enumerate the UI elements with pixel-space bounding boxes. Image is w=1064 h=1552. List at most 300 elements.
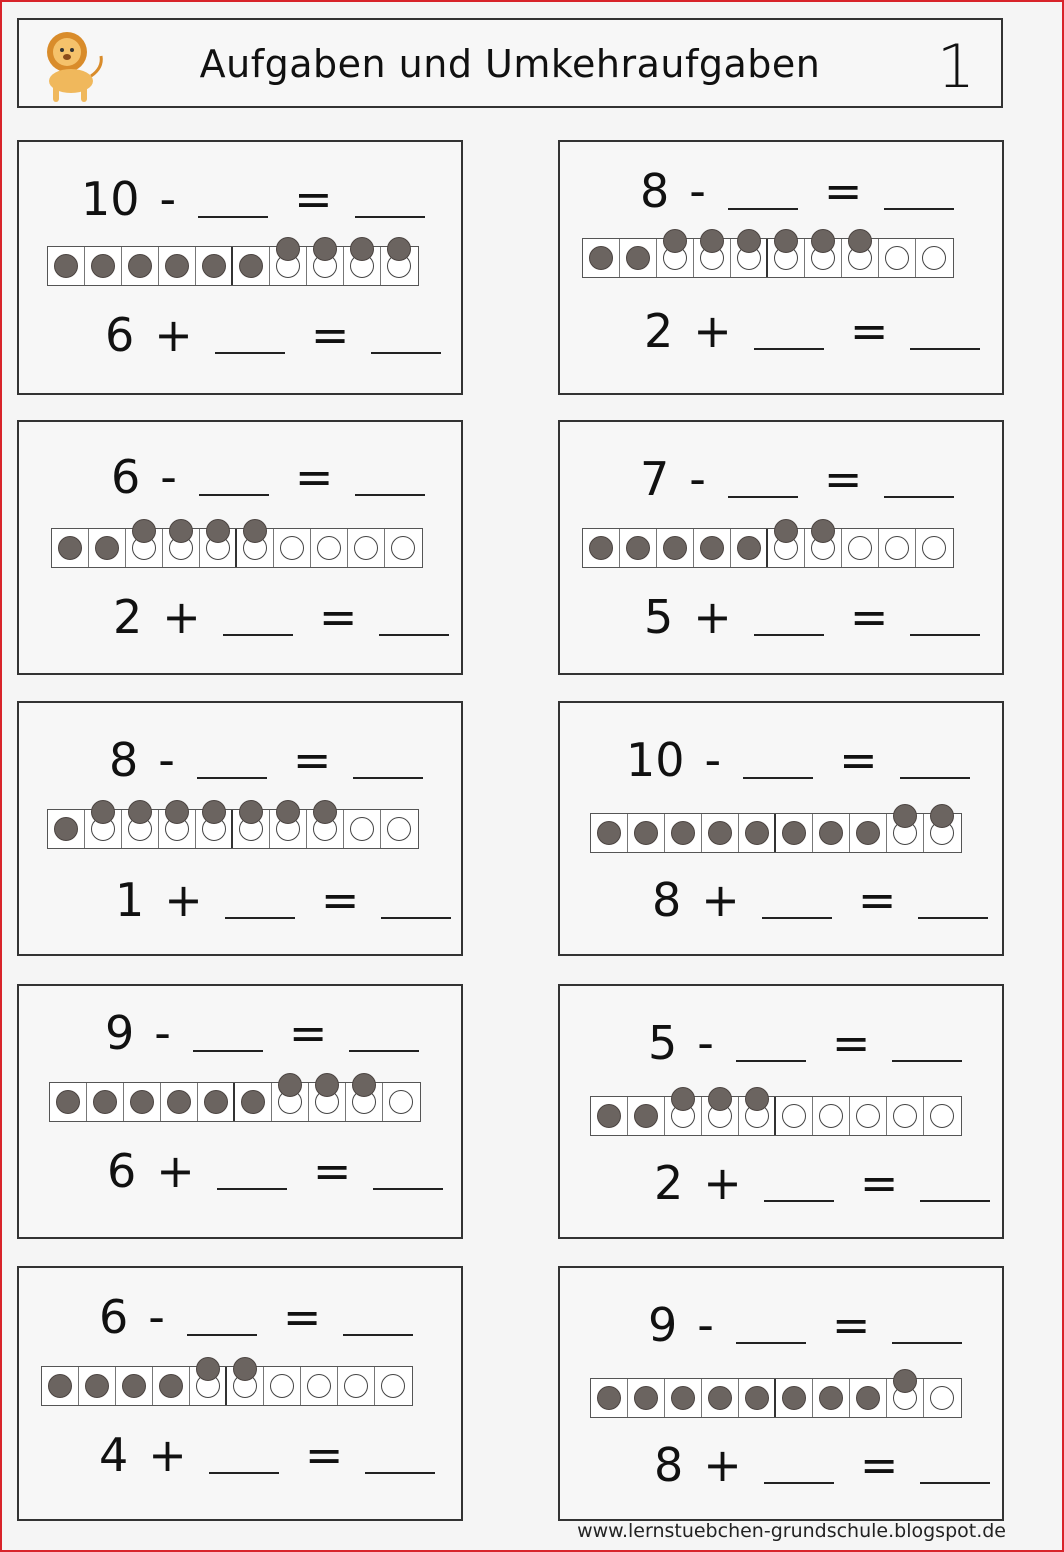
answer-blank[interactable]: [381, 891, 451, 919]
answer-blank[interactable]: [736, 1034, 806, 1062]
subtraction-equation: [648, 1016, 962, 1070]
ten-frame: [590, 813, 962, 853]
answer-blank[interactable]: [349, 1024, 419, 1052]
exercise-card: [558, 420, 1004, 675]
counter-dot: [671, 1386, 695, 1410]
minus-sign: -: [148, 1290, 165, 1344]
frame-cell: [591, 1379, 628, 1417]
equals-sign: =: [823, 164, 863, 218]
frame-cell: [776, 1097, 813, 1135]
answer-blank[interactable]: [884, 182, 954, 210]
frame-cell: [227, 1367, 264, 1405]
addition-equation: [113, 590, 449, 644]
answer-blank[interactable]: [215, 326, 285, 354]
empty-dot: [856, 1104, 880, 1128]
frame-cell: [344, 810, 381, 848]
plus-sign: +: [703, 1438, 742, 1492]
exercise-card: [558, 701, 1004, 956]
counter-dot: [95, 536, 119, 560]
frame-cell: [879, 529, 916, 567]
minus-sign: -: [154, 1006, 171, 1060]
frame-cell: [813, 814, 850, 852]
frame-cell: [338, 1367, 375, 1405]
removed-counter-dot: [206, 519, 230, 543]
frame-cell: [887, 1097, 924, 1135]
empty-dot: [893, 1104, 917, 1128]
frame-cell: [805, 529, 842, 567]
counter-dot: [856, 1386, 880, 1410]
counter-dot: [589, 536, 613, 560]
subtraction-equation: [640, 164, 954, 218]
frame-cell: [657, 239, 694, 277]
frame-cell: [924, 1097, 961, 1135]
frame-cell: [381, 247, 418, 285]
frame-cell: [702, 1379, 739, 1417]
removed-counter-dot: [128, 800, 152, 824]
removed-counter-dot: [663, 229, 687, 253]
minus-sign: -: [689, 164, 706, 218]
empty-dot: [922, 536, 946, 560]
addition-equation: [644, 590, 980, 644]
answer-blank[interactable]: [920, 1174, 990, 1202]
exercise-card: [558, 1266, 1004, 1521]
frame-cell: [805, 239, 842, 277]
answer-blank[interactable]: [193, 1024, 263, 1052]
subtraction-equation: [648, 1298, 962, 1352]
answer-blank[interactable]: [764, 1174, 834, 1202]
plus-sign: +: [693, 590, 732, 644]
frame-cell: [850, 814, 887, 852]
answer-blank[interactable]: [920, 1456, 990, 1484]
counter-dot: [745, 821, 769, 845]
answer-blank[interactable]: [373, 1162, 443, 1190]
frame-cell: [163, 529, 200, 567]
frame-cell: [348, 529, 385, 567]
removed-counter-dot: [930, 804, 954, 828]
frame-cell: [85, 247, 122, 285]
frame-cell: [198, 1083, 235, 1121]
frame-cell: [161, 1083, 198, 1121]
counter-dot: [597, 1104, 621, 1128]
removed-counter-dot: [387, 237, 411, 261]
counter-dot: [204, 1090, 228, 1114]
counter-dot: [626, 246, 650, 270]
frame-cell: [842, 239, 879, 277]
plus-sign: +: [703, 1156, 742, 1210]
answer-blank[interactable]: [892, 1034, 962, 1062]
removed-counter-dot: [278, 1073, 302, 1097]
frame-cell: [842, 529, 879, 567]
counter-dot: [663, 536, 687, 560]
ten-frame: [582, 238, 954, 278]
equals-sign: =: [859, 1156, 899, 1210]
frame-cell: [270, 247, 307, 285]
counter-dot: [597, 821, 621, 845]
equals-sign: =: [312, 1144, 352, 1198]
frame-cell: [301, 1367, 338, 1405]
frame-cell: [159, 810, 196, 848]
counter-dot: [241, 1090, 265, 1114]
answer-blank[interactable]: [379, 608, 449, 636]
frame-cell: [42, 1367, 79, 1405]
removed-counter-dot: [774, 519, 798, 543]
frame-cell: [159, 247, 196, 285]
addition-equation: [652, 873, 988, 927]
removed-counter-dot: [196, 1357, 220, 1381]
plus-sign: +: [162, 590, 201, 644]
counter-dot: [130, 1090, 154, 1114]
frame-cell: [665, 1379, 702, 1417]
counter-dot: [634, 1104, 658, 1128]
equals-sign: =: [288, 1006, 328, 1060]
frame-cell: [916, 239, 953, 277]
plus-sign: +: [701, 873, 740, 927]
frame-cell: [311, 529, 348, 567]
frame-cell: [89, 529, 126, 567]
frame-cell: [381, 810, 418, 848]
minuend: 10: [626, 733, 685, 787]
ten-frame: [41, 1366, 413, 1406]
removed-counter-dot: [132, 519, 156, 543]
equals-sign: =: [282, 1290, 322, 1344]
frame-cell: [879, 239, 916, 277]
answer-blank[interactable]: [197, 751, 267, 779]
counter-dot: [54, 254, 78, 278]
frame-cell: [233, 247, 270, 285]
equals-sign: =: [318, 590, 358, 644]
minuend: 9: [648, 1298, 678, 1352]
addend: 8: [654, 1438, 684, 1492]
counter-dot: [58, 536, 82, 560]
frame-cell: [739, 1097, 776, 1135]
answer-blank[interactable]: [343, 1308, 413, 1336]
frame-cell: [272, 1083, 309, 1121]
empty-dot: [354, 536, 378, 560]
frame-cell: [813, 1379, 850, 1417]
empty-dot: [885, 536, 909, 560]
frame-cell: [665, 814, 702, 852]
answer-blank[interactable]: [371, 326, 441, 354]
removed-counter-dot: [893, 1369, 917, 1393]
counter-dot: [85, 1374, 109, 1398]
frame-cell: [237, 529, 274, 567]
removed-counter-dot: [745, 1087, 769, 1111]
removed-counter-dot: [202, 800, 226, 824]
counter-dot: [93, 1090, 117, 1114]
ten-frame: [49, 1082, 421, 1122]
frame-cell: [702, 814, 739, 852]
frame-cell: [768, 239, 805, 277]
minuend: 6: [99, 1290, 129, 1344]
frame-cell: [694, 239, 731, 277]
footer-url: www.lernstuebchen-grundschule.blogspot.de: [577, 1520, 1006, 1542]
addend: 5: [644, 590, 674, 644]
frame-cell: [48, 810, 85, 848]
equals-sign: =: [294, 450, 334, 504]
removed-counter-dot: [276, 237, 300, 261]
frame-cell: [385, 529, 422, 567]
exercise-card: [17, 984, 463, 1239]
exercise-card: [17, 1266, 463, 1521]
plus-sign: +: [148, 1428, 187, 1482]
answer-blank[interactable]: [910, 608, 980, 636]
counter-dot: [782, 1386, 806, 1410]
addition-equation: [107, 1144, 443, 1198]
answer-blank[interactable]: [187, 1308, 257, 1336]
frame-cell: [620, 529, 657, 567]
removed-counter-dot: [737, 229, 761, 253]
frame-cell: [665, 1097, 702, 1135]
plus-sign: +: [164, 873, 203, 927]
removed-counter-dot: [233, 1357, 257, 1381]
subtraction-equation: [640, 452, 954, 506]
empty-dot: [391, 536, 415, 560]
answer-blank[interactable]: [900, 751, 970, 779]
equals-sign: =: [857, 873, 897, 927]
equals-sign: =: [839, 733, 878, 787]
counter-dot: [856, 821, 880, 845]
minuend: 9: [105, 1006, 135, 1060]
frame-cell: [50, 1083, 87, 1121]
frame-cell: [196, 810, 233, 848]
frame-cell: [235, 1083, 272, 1121]
minuend: 8: [640, 164, 670, 218]
frame-cell: [85, 810, 122, 848]
minuend: 8: [109, 733, 139, 787]
ten-frame: [590, 1378, 962, 1418]
frame-cell: [731, 239, 768, 277]
minus-sign: -: [697, 1016, 714, 1070]
frame-cell: [887, 1379, 924, 1417]
removed-counter-dot: [811, 519, 835, 543]
plus-sign: +: [156, 1144, 195, 1198]
removed-counter-dot: [811, 229, 835, 253]
empty-dot: [280, 536, 304, 560]
addend: 4: [99, 1428, 129, 1482]
empty-dot: [930, 1104, 954, 1128]
counter-dot: [671, 821, 695, 845]
equals-sign: =: [831, 1016, 871, 1070]
frame-cell: [628, 1379, 665, 1417]
subtraction-equation: [109, 733, 423, 787]
frame-cell: [657, 529, 694, 567]
frame-cell: [124, 1083, 161, 1121]
frame-cell: [196, 247, 233, 285]
frame-cell: [694, 529, 731, 567]
sheet-number: 1: [936, 32, 975, 102]
frame-cell: [48, 247, 85, 285]
equals-sign: =: [294, 172, 333, 226]
ten-frame: [47, 809, 419, 849]
minus-sign: -: [159, 172, 177, 226]
exercise-card: [17, 420, 463, 675]
answer-blank[interactable]: [728, 182, 798, 210]
answer-blank[interactable]: [355, 190, 425, 218]
addend: 1: [115, 873, 145, 927]
answer-blank[interactable]: [353, 751, 423, 779]
frame-cell: [52, 529, 89, 567]
frame-cell: [739, 814, 776, 852]
counter-dot: [56, 1090, 80, 1114]
counter-dot: [782, 821, 806, 845]
empty-dot: [350, 817, 374, 841]
ten-frame: [582, 528, 954, 568]
answer-blank[interactable]: [217, 1162, 287, 1190]
answer-blank[interactable]: [365, 1446, 435, 1474]
counter-dot: [239, 254, 263, 278]
answer-blank[interactable]: [764, 1456, 834, 1484]
exercise-card: [558, 984, 1004, 1239]
frame-cell: [850, 1097, 887, 1135]
answer-blank[interactable]: [223, 608, 293, 636]
page-title: Aufgaben und Umkehraufgaben: [199, 42, 821, 86]
frame-cell: [264, 1367, 301, 1405]
removed-counter-dot: [243, 519, 267, 543]
empty-dot: [317, 536, 341, 560]
removed-counter-dot: [774, 229, 798, 253]
counter-dot: [634, 1386, 658, 1410]
ten-frame: [590, 1096, 962, 1136]
addend: 2: [654, 1156, 684, 1210]
frame-cell: [190, 1367, 227, 1405]
header: [17, 18, 1003, 108]
equals-sign: =: [823, 452, 863, 506]
empty-dot: [344, 1374, 368, 1398]
counter-dot: [597, 1386, 621, 1410]
frame-cell: [122, 810, 159, 848]
plus-sign: +: [693, 304, 732, 358]
exercise-card: [558, 140, 1004, 395]
addition-equation: [654, 1156, 990, 1210]
frame-cell: [739, 1379, 776, 1417]
equals-sign: =: [849, 304, 889, 358]
counter-dot: [128, 254, 152, 278]
frame-cell: [916, 529, 953, 567]
frame-cell: [346, 1083, 383, 1121]
answer-blank[interactable]: [728, 470, 798, 498]
counter-dot: [819, 1386, 843, 1410]
answer-blank[interactable]: [754, 322, 824, 350]
frame-cell: [116, 1367, 153, 1405]
answer-blank[interactable]: [910, 322, 980, 350]
empty-dot: [819, 1104, 843, 1128]
frame-cell: [702, 1097, 739, 1135]
minuend: 6: [111, 450, 141, 504]
frame-cell: [383, 1083, 420, 1121]
counter-dot: [202, 254, 226, 278]
subtraction-equation: [81, 172, 425, 226]
empty-dot: [930, 1386, 954, 1410]
frame-cell: [270, 810, 307, 848]
equals-sign: =: [859, 1438, 899, 1492]
addend: 6: [105, 308, 135, 362]
removed-counter-dot: [165, 800, 189, 824]
answer-blank[interactable]: [209, 1446, 279, 1474]
addition-equation: [654, 1438, 990, 1492]
counter-dot: [91, 254, 115, 278]
empty-dot: [885, 246, 909, 270]
empty-dot: [307, 1374, 331, 1398]
empty-dot: [782, 1104, 806, 1128]
frame-cell: [583, 239, 620, 277]
ten-frame: [47, 246, 419, 286]
frame-cell: [583, 529, 620, 567]
equals-sign: =: [304, 1428, 344, 1482]
minuend: 5: [648, 1016, 678, 1070]
answer-blank[interactable]: [884, 470, 954, 498]
counter-dot: [708, 1386, 732, 1410]
frame-cell: [924, 1379, 961, 1417]
answer-blank[interactable]: [199, 468, 269, 496]
frame-cell: [776, 1379, 813, 1417]
counter-dot: [165, 254, 189, 278]
addend: 6: [107, 1144, 137, 1198]
answer-blank[interactable]: [198, 190, 268, 218]
empty-dot: [270, 1374, 294, 1398]
counter-dot: [54, 817, 78, 841]
answer-blank[interactable]: [736, 1316, 806, 1344]
frame-cell: [87, 1083, 124, 1121]
minuend: 10: [81, 172, 140, 226]
answer-blank[interactable]: [918, 891, 988, 919]
exercise-card: [17, 140, 463, 395]
frame-cell: [307, 247, 344, 285]
counter-dot: [737, 536, 761, 560]
removed-counter-dot: [276, 800, 300, 824]
answer-blank[interactable]: [762, 891, 832, 919]
answer-blank[interactable]: [892, 1316, 962, 1344]
answer-blank[interactable]: [225, 891, 295, 919]
counter-dot: [159, 1374, 183, 1398]
removed-counter-dot: [315, 1073, 339, 1097]
frame-cell: [309, 1083, 346, 1121]
removed-counter-dot: [708, 1087, 732, 1111]
answer-blank[interactable]: [754, 608, 824, 636]
counter-dot: [634, 821, 658, 845]
minuend: 7: [640, 452, 670, 506]
frame-cell: [344, 247, 381, 285]
answer-blank[interactable]: [743, 751, 813, 779]
minus-sign: -: [697, 1298, 714, 1352]
counter-dot: [48, 1374, 72, 1398]
removed-counter-dot: [671, 1087, 695, 1111]
addend: 2: [644, 304, 674, 358]
frame-cell: [591, 814, 628, 852]
frame-cell: [79, 1367, 116, 1405]
frame-cell: [620, 239, 657, 277]
counter-dot: [700, 536, 724, 560]
addition-equation: [115, 873, 451, 927]
addend: 8: [652, 873, 682, 927]
answer-blank[interactable]: [355, 468, 425, 496]
addition-equation: [105, 308, 441, 362]
empty-dot: [922, 246, 946, 270]
subtraction-equation: [111, 450, 425, 504]
frame-cell: [813, 1097, 850, 1135]
plus-sign: +: [154, 308, 193, 362]
frame-cell: [233, 810, 270, 848]
counter-dot: [626, 536, 650, 560]
frame-cell: [887, 814, 924, 852]
subtraction-equation: [105, 1006, 419, 1060]
frame-cell: [274, 529, 311, 567]
exercise-card: [17, 701, 463, 956]
minus-sign: -: [704, 733, 722, 787]
minus-sign: -: [158, 733, 175, 787]
addition-equation: [644, 304, 980, 358]
removed-counter-dot: [91, 800, 115, 824]
counter-dot: [589, 246, 613, 270]
